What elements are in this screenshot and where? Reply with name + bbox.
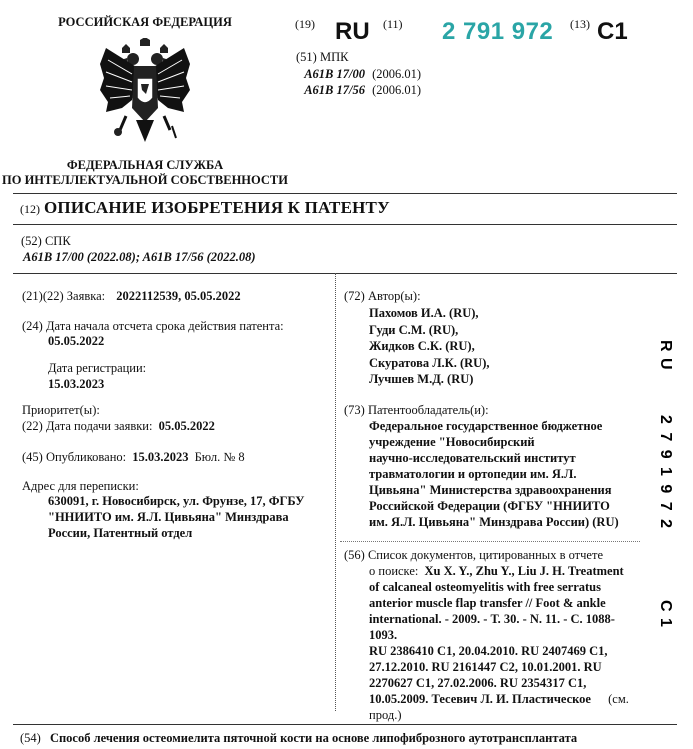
application-value: 2022112539, 05.05.2022: [116, 289, 241, 303]
bulletin-number: Бюл. № 8: [194, 450, 245, 464]
patent-number: 2 791 972: [442, 18, 554, 45]
divider: [340, 541, 640, 542]
divider: [13, 224, 677, 225]
registration-value: 15.03.2023: [48, 377, 105, 391]
filing-label: (22) Дата подачи заявки:: [22, 419, 153, 433]
divider: [13, 273, 677, 274]
cited-line: of calcaneal osteomyelitis with free serratus: [369, 580, 601, 594]
correspondence-address: [48, 493, 328, 541]
invention-title: [20, 731, 577, 746]
side-patent-number: 2 7 9 1 9 7 2: [657, 415, 674, 530]
agency-line-2: ПО ИНТЕЛЛЕКТУАЛЬНОЙ СОБСТВЕННОСТИ: [2, 173, 288, 187]
owner-line: Федеральное государственное бюджетное: [369, 419, 603, 433]
invention-title-code: (54): [20, 731, 41, 745]
cited-tail: (см.: [608, 692, 629, 706]
owner-line: травматологии и ортопедии им. Я.Л.: [369, 467, 577, 481]
filing-date: [22, 418, 215, 434]
side-country-code: R U: [657, 340, 674, 371]
code-13: (13): [570, 17, 590, 31]
address-line: "ННИИТО им. Я.Л. Цивьяна" Минздрава: [48, 510, 289, 524]
cited-line: RU 2386410 C1, 20.04.2010. RU 2407469 C1,: [369, 644, 608, 658]
cited-documents: [344, 547, 636, 723]
cited-line: 27.12.2010. RU 2161447 C2, 10.01.2001. RU: [369, 660, 602, 674]
country-name: РОССИЙСКАЯ ФЕДЕРАЦИЯ: [58, 15, 232, 29]
owner-label: (73) Патентообладатель(и):: [344, 403, 489, 417]
cited-line: 2270627 C1, 27.02.2006. RU 2354317 C1,: [369, 676, 587, 690]
cited-line: international. - 2009. - Т. 30. - N. 11. - С. 1088-1093.: [369, 612, 615, 642]
author-item: Лучшев М.Д. (RU): [369, 372, 474, 386]
ipc-version: (2006.01): [372, 83, 422, 97]
ipc-version: (2006.01): [372, 67, 422, 81]
country-code: RU: [335, 18, 370, 45]
ipc-entry: [295, 67, 421, 82]
application-info: [22, 288, 241, 304]
cited-line: anterior muscle flap transfer // Foot & ankle: [369, 596, 606, 610]
author-item: Скуратова Л.К. (RU),: [369, 355, 490, 370]
priority-label: Приоритет(ы):: [22, 403, 100, 417]
application-label: (21)(22) Заявка:: [22, 289, 106, 303]
published-label: (45) Опубликовано:: [22, 450, 127, 464]
cited-line: Xu X. Y., Zhu Y., Liu J. H. Treatment: [424, 564, 624, 578]
correspondence-label: Адрес для переписки:: [22, 479, 139, 493]
cited-label: (56) Список документов, цитированных в отчете: [344, 548, 603, 562]
owner-line: научно-исследовательский институт: [369, 451, 576, 465]
cited-line: 10.05.2009. Тесевич Л. И. Пластическое: [369, 692, 591, 706]
title-code: (12): [20, 202, 40, 216]
owner-line: им. Я.Л. Цивьяна" Минздрава России) (RU): [369, 515, 619, 529]
cpc-label: (52) СПК: [21, 234, 71, 248]
code-19: (19): [295, 17, 315, 31]
filing-value: 05.05.2022: [158, 419, 215, 433]
cited-prefix: о поиске:: [369, 564, 419, 578]
ipc-label: (51) МПК: [296, 50, 349, 64]
patent-owner: [369, 418, 639, 530]
cpc-value: A61B 17/00 (2022.08); A61B 17/56 (2022.08): [23, 250, 256, 264]
address-line: 630091, г. Новосибирск, ул. Фрунзе, 17, ФГБУ: [48, 494, 305, 508]
code-11: (11): [383, 17, 403, 31]
agency-line-1: ФЕДЕРАЛЬНАЯ СЛУЖБА: [66, 158, 224, 172]
published-value: 15.03.2023: [132, 450, 189, 464]
start-date-label: (24) Дата начала отсчета срока действия патента:: [22, 319, 284, 333]
registration-label: Дата регистрации:: [48, 361, 147, 375]
address-line: России, Патентный отдел: [48, 526, 193, 540]
title-text: ОПИСАНИЕ ИЗОБРЕТЕНИЯ К ПАТЕНТУ: [44, 198, 390, 217]
side-patent-marker: [651, 330, 681, 630]
document-title: [20, 198, 390, 218]
owner-line: учреждение "Новосибирский: [369, 435, 535, 449]
author-item: Гуди С.М. (RU),: [369, 322, 459, 337]
publication-info: [22, 449, 245, 465]
agency-name: [0, 158, 290, 188]
owner-line: Цивьяна" Министерства здравоохранения: [369, 483, 612, 497]
cited-continued: прод.): [369, 708, 402, 722]
authors-list: [369, 305, 489, 388]
start-date-value: 05.05.2022: [48, 334, 105, 348]
author-item: Пахомов И.А. (RU),: [369, 306, 479, 320]
ipc-class: A61B 17/00: [304, 67, 365, 81]
kind-code: C1: [597, 18, 628, 45]
coat-of-arms-emblem: [96, 38, 194, 148]
invention-title-text: Способ лечения остеомиелита пяточной кости на основе липофиброзного аутотрансплантата: [49, 731, 578, 745]
divider: [13, 193, 677, 194]
owner-line: Российской Федерации (ФГБУ "ННИИТО: [369, 499, 610, 513]
side-kind-code: C 1: [657, 600, 674, 628]
column-divider: [335, 273, 336, 711]
author-item: Жидков С.К. (RU),: [369, 339, 475, 353]
divider: [13, 724, 677, 725]
ipc-class: A61B 17/56: [304, 83, 365, 97]
authors-label: (72) Автор(ы):: [344, 289, 421, 303]
ipc-entry: [295, 83, 421, 98]
